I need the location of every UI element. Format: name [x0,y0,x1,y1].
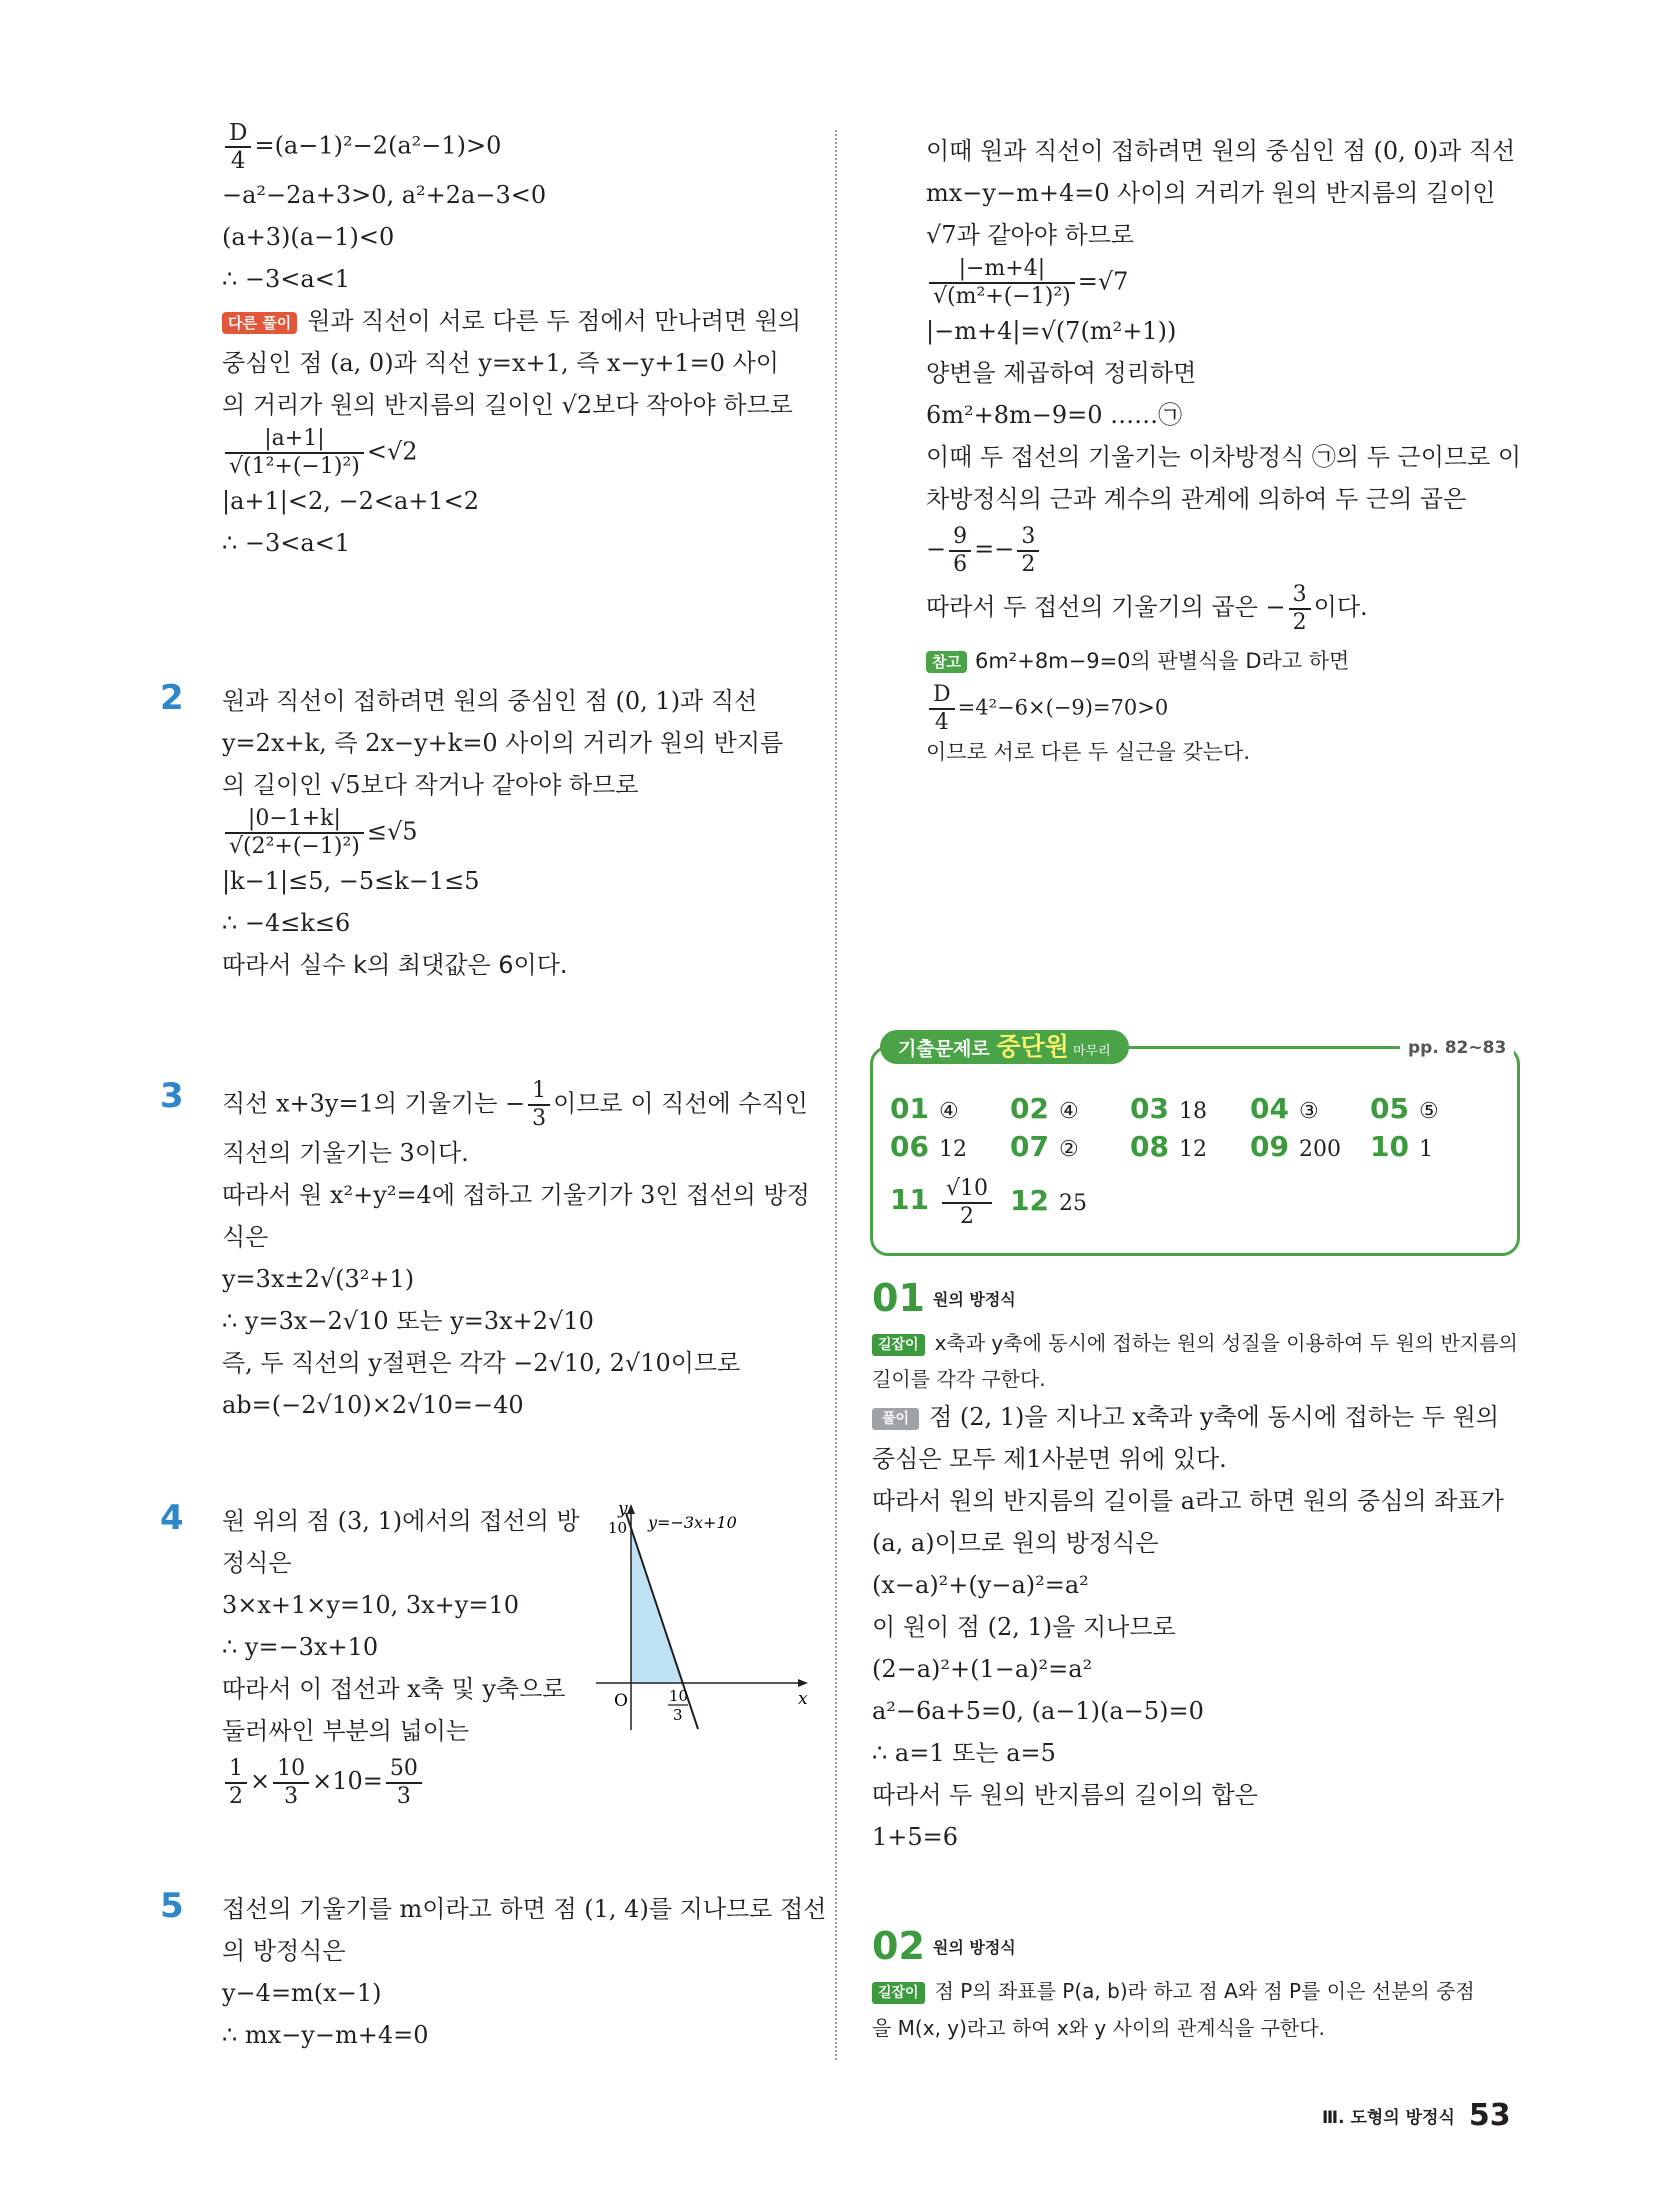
fraction-numerator: 9 [949,524,971,552]
answer-number: 07 [1010,1130,1049,1163]
text: 원과 직선이 서로 다른 두 점에서 만나려면 원의 [307,307,802,335]
problem-3 [160,1076,812,1426]
fraction-numerator: 10 [273,1756,309,1784]
fraction-numerator: D [225,120,251,148]
text-line: 둘러싸인 부분의 넓이는 [222,1717,470,1745]
section-01-header [872,1276,1016,1320]
math-line: y=3x±2√(3²+1) [222,1265,415,1293]
text-line: 양변을 제곱하여 정리하면 [926,359,1197,387]
text-line: 따라서 원 x²+y²=4에 접하고 기울기가 3인 접선의 방정 [222,1181,810,1209]
reference-tag: 참고 [926,651,967,673]
answer-item [1010,1130,1079,1163]
fraction-numerator: |0−1+k| [225,806,364,834]
answer-value: 12 [1178,1137,1207,1162]
text-line: 원과 직선이 접하려면 원의 중심인 점 (0, 1)과 직선 [222,687,758,715]
math-text: − [926,535,947,563]
text-line: 차방정식의 근과 계수의 관계에 의하여 두 근의 곱은 [926,485,1467,513]
fraction-numerator: |−m+4| [929,256,1075,284]
answer-number: 09 [1250,1130,1289,1163]
fraction-denominator: 4 [934,710,949,735]
fraction-numerator: 3 [1017,524,1039,552]
fraction-denominator: 4 [230,148,246,174]
y-axis-label: y [618,1499,628,1519]
fraction-numerator: 1 [528,1078,550,1106]
fraction-denominator: 3 [532,1106,547,1131]
math-line: a²−6a+5=0, (a−1)(a−5)=0 [872,1697,1204,1725]
x-intercept-numerator: 10 [669,1687,689,1705]
answer-box-header [880,1030,1129,1064]
text-line: 원 위의 점 (3, 1)에서의 접선의 방 [222,1507,580,1535]
section-02-header [872,1924,1016,1968]
math-line: 1+5=6 [872,1823,959,1851]
problem-number: 4 [160,1498,184,1538]
right-continuation [926,130,1526,768]
math-line: ∴ y=−3x+10 [222,1633,379,1661]
guide-tag: 길잡이 [872,1982,925,2004]
guide-tag: 길잡이 [872,1334,925,1356]
fraction-numerator: D [929,682,955,710]
answer-value: 25 [1058,1191,1087,1216]
math-line: (2−a)²+(1−a)²=a² [872,1655,1093,1683]
math-line [222,120,812,174]
guide-line [872,1324,1522,1362]
text-line: (a, a)이므로 원의 방정식은 [872,1529,1159,1557]
text-line: 이 원이 점 (2, 1)을 지나므로 [872,1613,1176,1641]
graph-svg [586,1498,816,1738]
section-topic: 원의 방정식 [932,1937,1016,1957]
math-text: × [250,1767,271,1795]
text-line: 즉, 두 직선의 y절편은 각각 −2√10, 2√10이므로 [222,1349,741,1377]
solution-line [872,1396,1522,1438]
math-line: 6m²+8m−9=0 ……㉠ [926,401,1183,429]
answer-item [1130,1092,1207,1125]
math-line: ∴ −3<a<1 [222,265,351,293]
answer-number: 10 [1370,1130,1409,1163]
math-text: =4²−6×(−9)=70>0 [957,695,1169,720]
alt-solution-tag: 다른 풀이 [222,312,297,334]
answer-item [890,1092,959,1125]
fraction-numerator: 3 [1289,582,1311,610]
text: x축과 y축에 동시에 접하는 원의 성질을 이용하여 두 원의 반지름의 [934,1331,1518,1355]
text: 직선 x+3y=1의 기울기는 − [222,1089,526,1118]
math-line: ∴ −4≤k≤6 [222,909,351,937]
text: 따라서 두 접선의 기울기의 곱은 − [926,593,1286,621]
chapter-title: Ⅲ. 도형의 방정식 [1322,2108,1455,2128]
fraction-numerator: 1 [225,1756,247,1784]
left-column [222,120,812,564]
x-axis-label: x [798,1689,808,1709]
header-small: 마무리 [1068,1044,1111,1059]
math-text: =− [974,535,1015,563]
text-line: 을 M(x, y)라고 하여 x와 y 사이의 관계식을 구한다. [872,2016,1325,2040]
page-footer [1322,2098,1511,2133]
math-text: ×10= [312,1767,383,1795]
math-line [222,1752,582,1810]
y-axis-arrow [627,1504,635,1514]
answer-item [1250,1130,1341,1163]
header-text: 기출문제로 [898,1038,997,1060]
conclusion-line: 따라서 실수 k의 최댓값은 6이다. [222,951,568,979]
math-line: (a+3)(a−1)<0 [222,223,395,251]
answer-item [1130,1130,1207,1163]
math-line: |−m+4|=√(7(m²+1)) [926,317,1177,345]
x-axis-arrow [798,1679,808,1687]
answer-value: 18 [1178,1099,1207,1124]
answer-value: 200 [1298,1137,1341,1162]
answer-value: ② [1058,1137,1079,1162]
answer-item [1370,1130,1433,1163]
answer-value: 12 [938,1137,967,1162]
fraction-denominator: 3 [284,1783,299,1809]
fraction-denominator: 3 [396,1783,411,1809]
section-number: 02 [872,1924,925,1968]
math-line [926,520,1526,578]
conclusion-line [926,578,1526,636]
answer-value: 1 [1418,1137,1433,1162]
fraction-denominator: 2 [229,1783,243,1809]
answer-number: 05 [1370,1092,1409,1125]
fraction-denominator: √(m²+(−1)²) [933,284,1071,309]
text: 점 P의 좌표를 P(a, b)라 하고 점 A와 점 P를 이은 선분의 중점 [934,1979,1475,2003]
text-line: 의 길이인 √5보다 작거나 같아야 하므로 [222,771,639,799]
text-line: 중심은 모두 제1사분면 위에 있다. [872,1445,1227,1473]
fraction-numerator: 50 [386,1756,422,1784]
top-solution-block [222,120,812,564]
fraction-numerator: √10 [942,1176,992,1204]
text-line: 길이를 각각 구한다. [872,1367,1046,1391]
text-line: 따라서 두 원의 반지름의 길이의 합은 [872,1781,1258,1809]
answer-value: ④ [938,1099,959,1124]
math-line: −a²−2a+3>0, a²+2a−3<0 [222,181,547,209]
text-line: 정식은 [222,1549,292,1577]
alt-solution-line [222,300,812,342]
math-text: <√2 [366,437,418,466]
text-line: mx−y−m+4=0 사이의 거리가 원의 반지름의 길이인 [926,179,1496,207]
answer-item [1010,1092,1079,1125]
guide-line [872,1972,1522,2010]
answer-number: 08 [1130,1130,1169,1163]
section-topic: 원의 방정식 [932,1289,1016,1309]
column-divider [835,130,837,2060]
answer-number: 03 [1130,1092,1169,1125]
answer-number: 06 [890,1130,929,1163]
math-text: ≤√5 [366,817,418,846]
text-line: 의 방정식은 [222,1937,346,1965]
text-line [222,1078,812,1132]
math-line: y−4=m(x−1) [222,1979,382,2007]
fraction-denominator: √(1²+(−1)²) [229,454,360,479]
line-equation-label: y=−3x+10 [648,1513,737,1532]
answer-item [1370,1092,1439,1125]
fraction-denominator: 6 [953,551,968,577]
math-line: ∴ y=3x−2√10 또는 y=3x+2√10 [222,1307,594,1335]
math-line: ∴ a=1 또는 a=5 [872,1739,1056,1767]
math-line [222,806,812,860]
answer-item [890,1130,967,1163]
text-line: 이므로 서로 다른 두 실근을 갖는다. [926,740,1251,764]
text-line: 따라서 원의 반지름의 길이를 a라고 하면 원의 중심의 좌표가 [872,1487,1504,1515]
text: 이다. [1313,593,1368,621]
y-intercept-label: 10 [608,1519,628,1537]
text-line: y=2x+k, 즉 2x−y+k=0 사이의 거리가 원의 반지름 [222,729,784,757]
answer-number: 11 [890,1183,929,1216]
text-line: 식은 [222,1223,269,1251]
problem-2 [160,678,812,986]
solution-tag: 풀이 [872,1408,919,1430]
math-line: ∴ mx−y−m+4=0 [222,2021,429,2049]
math-line [926,682,1526,736]
fraction-denominator: 2 [1021,551,1036,577]
fraction-denominator: 2 [959,1204,974,1229]
page-number: 53 [1468,2098,1511,2133]
math-line: ∴ −3<a<1 [222,529,351,557]
answer-value: ③ [1298,1099,1319,1124]
math-text: =√7 [1077,267,1129,296]
fraction-denominator: 2 [1292,609,1307,635]
answer-number: 01 [890,1092,929,1125]
text-line: √7과 같아야 하므로 [926,221,1135,249]
fraction-denominator: √(2²+(−1)²) [229,834,360,859]
math-line: ab=(−2√10)×2√10=−40 [222,1391,524,1419]
math-line: 3×x+1×y=10, 3x+y=10 [222,1591,519,1619]
math-line [222,426,812,480]
text-line: 이때 원과 직선이 접하려면 원의 중심인 점 (0, 0)과 직선 [926,137,1516,165]
math-line: |k−1|≤5, −5≤k−1≤5 [222,867,480,895]
answer-number: 02 [1010,1092,1049,1125]
reference-line [926,640,1526,682]
answer-number: 04 [1250,1092,1289,1125]
problem-number: 3 [160,1076,184,1116]
math-line: (x−a)²+(y−a)²=a² [872,1571,1089,1599]
text: 이므로 이 직선에 수직인 [553,1089,808,1118]
answer-item [1010,1184,1087,1217]
text-line: 이때 두 접선의 기울기는 이차방정식 ㉠의 두 근이므로 이 [926,443,1522,471]
problem-4 [160,1498,582,1810]
text-line: 접선의 기울기를 m이라고 하면 점 (1, 4)를 지나므로 접선 [222,1895,827,1923]
header-highlight: 중단원 [996,1032,1069,1061]
x-intercept-denominator: 3 [673,1706,683,1724]
math-line [926,256,1526,310]
text-line: 의 거리가 원의 반지름의 길이인 √2보다 작아야 하므로 [222,391,793,419]
text-line: 따라서 이 접선과 x축 및 y축으로 [222,1675,566,1703]
answer-number: 12 [1010,1184,1049,1217]
section-02-body [872,1972,1522,2046]
answer-item [890,1176,995,1230]
text: 점 (2, 1)을 지나고 x축과 y축에 동시에 접하는 두 원의 [929,1403,1500,1431]
section-number: 01 [872,1276,925,1320]
section-01-body [872,1324,1522,1858]
answer-value: ④ [1058,1099,1079,1124]
origin-label: O [614,1691,628,1711]
text-line: 직선의 기울기는 3이다. [222,1139,469,1167]
tangent-line-graph [586,1498,816,1742]
answer-page-range: pp. 82~83 [1400,1036,1514,1060]
problem-5 [160,1886,827,2056]
answer-value: ⑤ [1418,1099,1439,1124]
text-line: 중심인 점 (a, 0)과 직선 y=x+1, 즉 x−y+1=0 사이 [222,349,779,377]
math-text: =(a−1)²−2(a²−1)>0 [254,131,502,160]
fraction-numerator: |a+1| [225,426,364,454]
problem-number: 2 [160,678,184,718]
text: 6m²+8m−9=0의 판별식을 D라고 하면 [974,649,1350,673]
math-line: |a+1|<2, −2<a+1<2 [222,487,480,515]
answer-item [1250,1092,1319,1125]
problem-number: 5 [160,1886,184,1926]
